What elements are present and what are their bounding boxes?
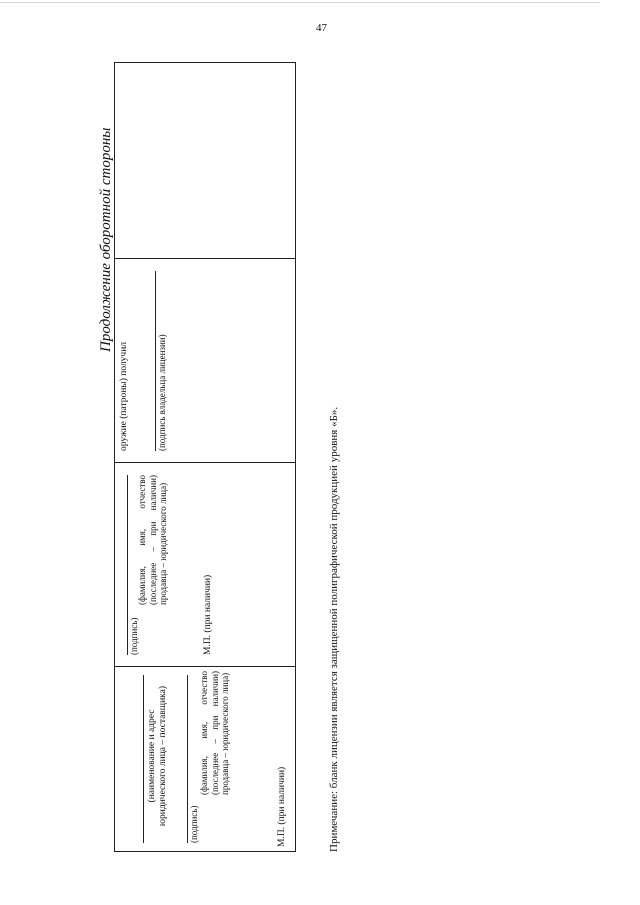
continuation-title: Продолжение оборотной стороны (98, 127, 114, 352)
column-divider (115, 462, 295, 463)
scan-edge-line (0, 2, 600, 3)
holder-signature-label: (подпись владельца лицензии) (157, 334, 167, 451)
received-label: оружие (патроны) получил (119, 341, 129, 451)
seller-stamp-label: М.П. (при наличии) (203, 574, 213, 655)
seller-fio-label: (фамилия, имя, отчество (последнее – при наличии) продавца – юридического лица) (137, 475, 168, 605)
license-form-table (114, 62, 296, 852)
column-divider (115, 666, 295, 667)
rotated-form (80, 62, 360, 852)
supplier-signature-label: (подпись) (189, 805, 199, 843)
seller-signature-label: (подпись) (129, 617, 139, 655)
signature-underline (127, 475, 128, 655)
holder-signature-underline (155, 271, 156, 451)
name-underline (143, 675, 144, 843)
footnote: Примечание: бланк лицензии является защищенной полиграфической продукцией уровня «Б». (328, 406, 340, 852)
page-number: 47 (316, 22, 327, 34)
supplier-stamp-label: М.П. (при наличии) (277, 766, 287, 847)
column-divider (115, 258, 295, 259)
supplier-fio-label: (фамилия, имя, отчество (последнее – при наличии) продавца – юридического лица) (199, 671, 230, 795)
signature-underline (187, 675, 188, 843)
supplier-name-label: (наименование и адрес юридического лица – поставщика) (147, 685, 168, 827)
